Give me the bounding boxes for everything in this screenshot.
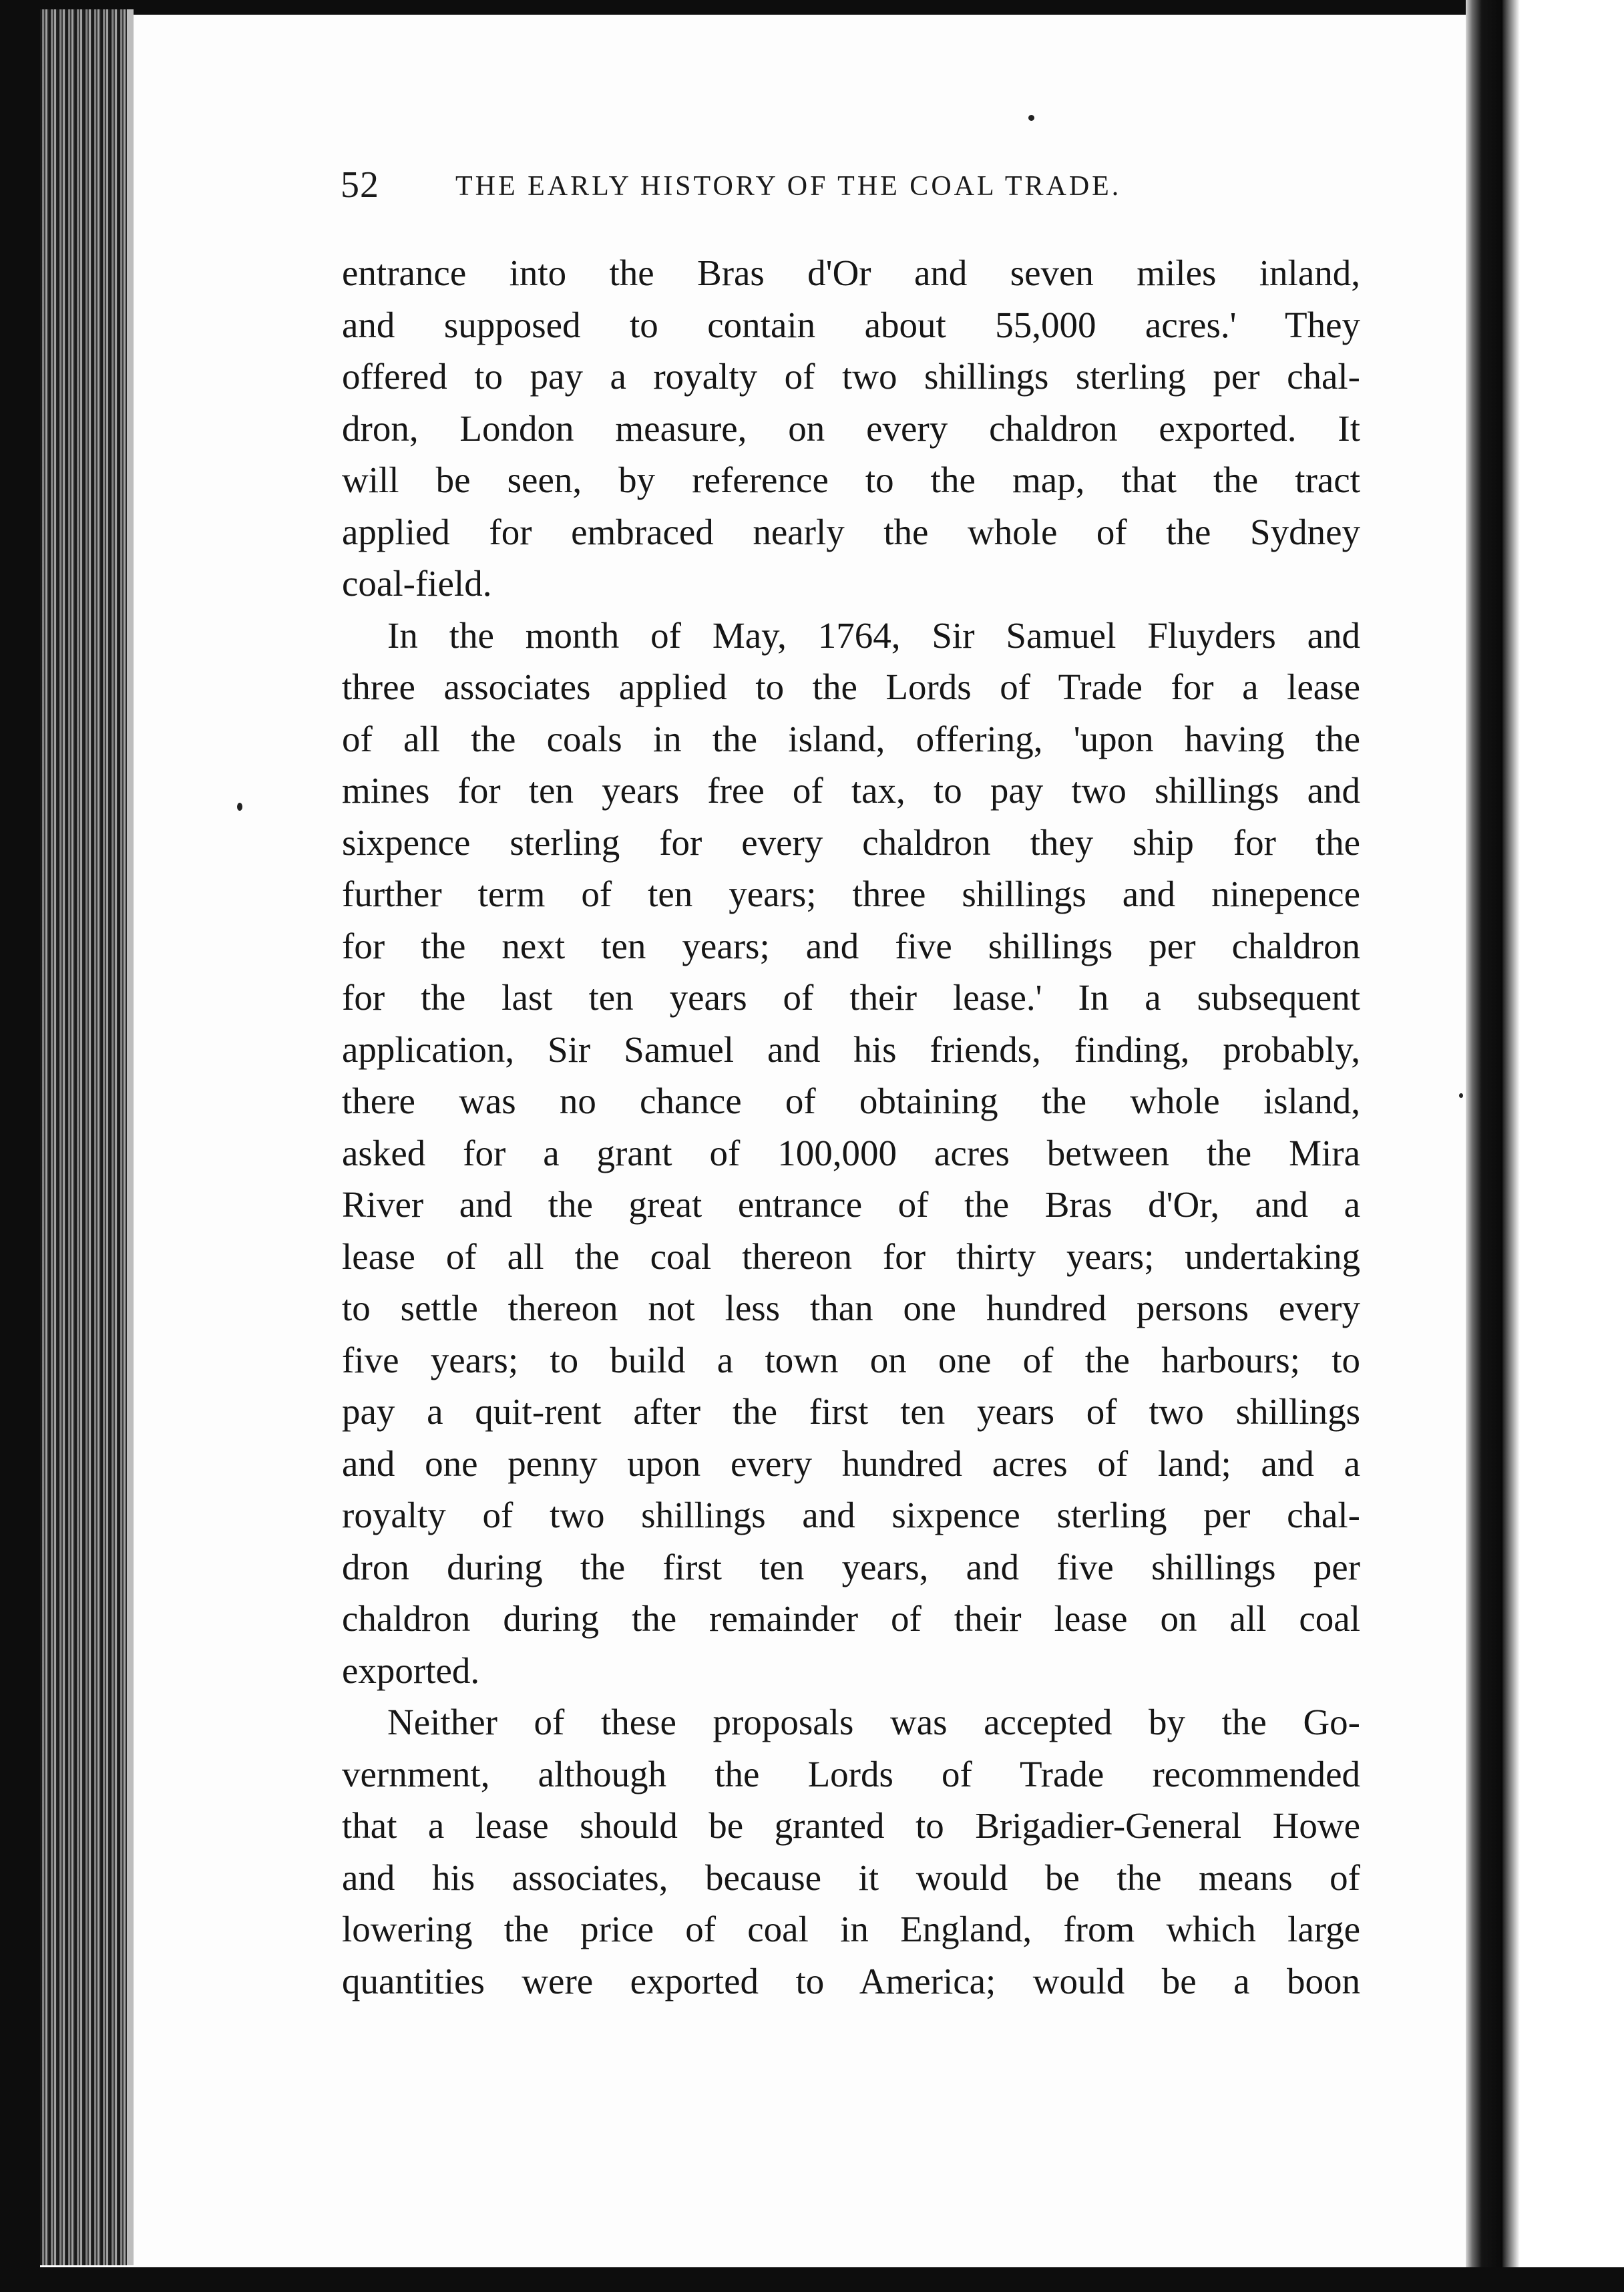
- text-line: entrance into the Bras d'Or and seven miles inland,: [342, 252, 1360, 293]
- text-line: asked for a grant of 100,000 acres between the Mira: [342, 1132, 1360, 1173]
- text-line: dron, London measure, on every chaldron exported. It: [342, 407, 1360, 449]
- text-line: to settle thereon not less than one hundred persons every: [342, 1288, 1360, 1328]
- scan-speck: [1028, 115, 1034, 121]
- text-line: offered to pay a royalty of two shillings sterling per chal-: [342, 356, 1360, 397]
- text-line: exported.: [342, 1650, 480, 1691]
- text-line: there was no chance of obtaining the whole island,: [342, 1081, 1360, 1121]
- text-line: for the last ten years of their lease.' In a subsequent: [342, 977, 1360, 1018]
- scan-border-top: [0, 0, 1624, 15]
- text-line: application, Sir Samuel and his friends, finding, probably,: [342, 1028, 1360, 1070]
- text-line: that a lease should be granted to Brigadier-General Howe: [342, 1805, 1360, 1846]
- scan-border-left: [0, 0, 40, 2292]
- text-line: royalty of two shillings and sixpence sterling per chal-: [342, 1495, 1360, 1535]
- text-line: further term of ten years; three shillings and ninepence: [342, 874, 1360, 914]
- running-head-title: THE EARLY HISTORY OF THE COAL TRADE.: [455, 171, 1122, 202]
- text-line: River and the great entrance of the Bras d'Or, and a: [342, 1184, 1360, 1225]
- text-line: lowering the price of coal in England, from which large: [342, 1909, 1360, 1949]
- text-line: In the month of May, 1764, Sir Samuel Fluyders and: [387, 614, 1360, 656]
- page-stack-edge: [40, 9, 134, 2265]
- book-gutter-shadow: [1466, 0, 1502, 2292]
- facing-page-sliver: [1502, 0, 1624, 2292]
- text-line: and supposed to contain about 55,000 acres.' They: [342, 304, 1360, 345]
- text-line: will be seen, by reference to the map, that the tract: [342, 459, 1360, 500]
- page-number: 52: [341, 164, 379, 206]
- text-line: Neither of these proposals was accepted by the Go-: [387, 1702, 1360, 1742]
- text-line: applied for embraced nearly the whole of the Sydney: [342, 511, 1360, 552]
- text-line: vernment, although the Lords of Trade recommended: [342, 1753, 1360, 1794]
- text-line: and his associates, because it would be the means of: [342, 1857, 1360, 1898]
- scan-border-bottom: [0, 2267, 1624, 2292]
- running-head: [341, 164, 1262, 210]
- paragraph-2: [342, 610, 1360, 1697]
- scan-speck: [1459, 1093, 1463, 1098]
- text-line: mines for ten years free of tax, to pay two shillings and: [342, 770, 1360, 811]
- text-line: coal-field.: [342, 563, 492, 604]
- text-line: for the next ten years; and five shillings per chaldron: [342, 925, 1360, 966]
- text-line: quantities were exported to America; would be a boon: [342, 1960, 1360, 2001]
- paragraph-1: [342, 247, 1360, 610]
- text-line: five years; to build a town on one of the harbours; to: [342, 1339, 1360, 1380]
- body-text: [342, 247, 1360, 2007]
- text-line: sixpence sterling for every chaldron they ship for the: [342, 821, 1360, 863]
- text-line: of all the coals in the island, offering, 'upon having the: [342, 718, 1360, 759]
- text-line: dron during the first ten years, and five shillings per: [342, 1546, 1360, 1587]
- scan-speck: [237, 803, 242, 811]
- text-line: chaldron during the remainder of their lease on all coal: [342, 1598, 1360, 1639]
- paragraph-3: [342, 1696, 1360, 2007]
- text-line: three associates applied to the Lords of Trade for a lease: [342, 666, 1360, 707]
- text-line: pay a quit-rent after the first ten years of two shillings: [342, 1391, 1360, 1432]
- text-line: and one penny upon every hundred acres of land; and a: [342, 1443, 1360, 1484]
- text-line: lease of all the coal thereon for thirty years; undertaking: [342, 1235, 1360, 1277]
